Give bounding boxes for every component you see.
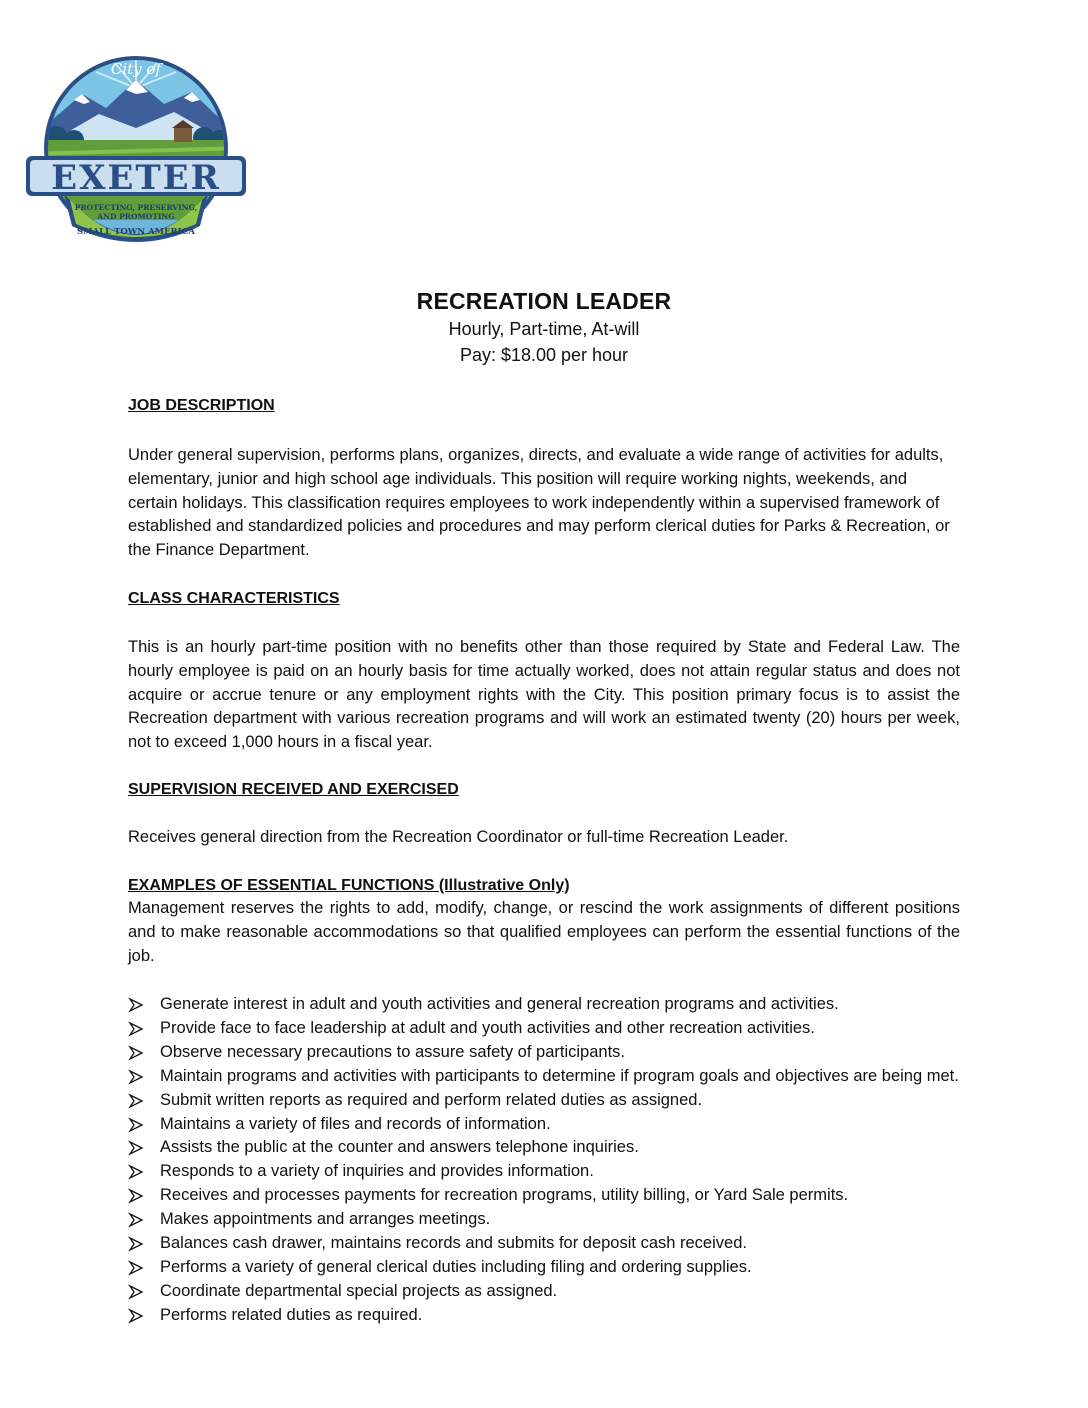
arrow-bullet-icon: [128, 1041, 144, 1064]
job-description-text: Under general supervision, performs plans, organizes, directs, and evaluate a wide range of activities for adults, elementary, junior and high school age individuals. This position will require working nights, weekends, and certain holidays. This classification requires employees to work independently within a supervised framework of established and standardized policies and procedures and may perform clerical duties for Parks & Recreation, or the Finance Department.: [128, 446, 950, 560]
logo-tagline-3: SMALL TOWN AMERICA: [77, 227, 195, 237]
document-header: [0, 286, 1088, 368]
list-item-text: Observe necessary precautions to assure safety of participants.: [160, 1042, 625, 1061]
list-item-text: Coordinate departmental special projects as assigned.: [160, 1281, 558, 1300]
list-item: [128, 1256, 960, 1280]
list-item: [128, 1065, 960, 1089]
job-title: RECREATION LEADER: [416, 288, 672, 314]
supervision-heading: SUPERVISION RECEIVED AND EXERCISED: [128, 781, 459, 798]
arrow-bullet-icon: [128, 1304, 144, 1327]
list-item: [128, 1232, 960, 1256]
list-item: [128, 1280, 960, 1304]
arrow-bullet-icon: [128, 1184, 144, 1207]
arrow-bullet-icon: [128, 993, 144, 1016]
essential-functions-heading: EXAMPLES OF ESSENTIAL FUNCTIONS (Illustrative Only): [128, 877, 570, 894]
list-item: [128, 1041, 960, 1065]
list-item-text: Performs a variety of general clerical duties including filing and ordering supplies.: [160, 1257, 752, 1276]
essential-functions-intro: Management reserves the rights to add, modify, change, or rescind the work assignments of different positions and to make reasonable accommodations so that qualified employees can perform the essential functions of the job.: [128, 899, 960, 965]
list-item: [128, 1208, 960, 1232]
logo-tagline-1: PROTECTING, PRESERVING,: [74, 203, 198, 212]
arrow-bullet-icon: [128, 1065, 144, 1088]
job-description-heading: JOB DESCRIPTION: [128, 397, 275, 414]
job-type: Hourly, Part-time, At-will: [448, 319, 640, 339]
logo-city-of: City of: [110, 60, 162, 78]
list-item-text: Receives and processes payments for recreation programs, utility billing, or Yard Sale permits.: [160, 1186, 849, 1205]
arrow-bullet-icon: [128, 1208, 144, 1231]
list-item-text: Provide face to face leadership at adult and youth activities and other recreation activities.: [160, 1018, 815, 1037]
list-item-text: Submit written reports as required and perform related duties as assigned.: [160, 1090, 703, 1109]
supervision-text: Receives general direction from the Recreation Coordinator or full-time Recreation Leader.: [128, 828, 789, 846]
list-item: [128, 1113, 960, 1137]
class-characteristics-text: This is an hourly part-time position with no benefits other than those required by State and Federal Law. The hourly employee is paid on an hourly basis for time actually worked, does not attain regular status and does not acquire or accrue tenure or any employment rights with the City. This position primary focus is to assist the Recreation department with various recreation programs and will work an estimated twenty (20) hours per week, not to exceed 1,000 hours in a fiscal year.: [128, 638, 960, 752]
list-item-text: Balances cash drawer, maintains records and submits for deposit cash received.: [160, 1234, 747, 1253]
list-item: [128, 1184, 960, 1208]
list-item-text: Makes appointments and arranges meetings.: [160, 1210, 491, 1229]
arrow-bullet-icon: [128, 1113, 144, 1136]
logo-name: EXETER: [51, 158, 221, 198]
list-item: [128, 1089, 960, 1113]
list-item-text: Assists the public at the counter and answers telephone inquiries.: [160, 1138, 639, 1157]
logo-tagline-2: AND PROMOTING: [97, 212, 175, 221]
arrow-bullet-icon: [128, 1160, 144, 1183]
list-item-text: Responds to a variety of inquiries and provides information.: [160, 1162, 594, 1181]
list-item-text: Maintain programs and activities with participants to determine if program goals and objectives are being met.: [160, 1066, 959, 1085]
city-of-exeter-logo: [24, 44, 248, 256]
arrow-bullet-icon: [128, 1232, 144, 1255]
list-item-text: Maintains a variety of files and records of information.: [160, 1114, 551, 1133]
arrow-bullet-icon: [128, 1017, 144, 1040]
arrow-bullet-icon: [128, 1089, 144, 1112]
arrow-bullet-icon: [128, 1256, 144, 1279]
arrow-bullet-icon: [128, 1136, 144, 1159]
arrow-bullet-icon: [128, 1280, 144, 1303]
list-item: [128, 1304, 960, 1328]
list-item: [128, 1136, 960, 1160]
job-pay: Pay: $18.00 per hour: [459, 345, 629, 365]
list-item-text: Generate interest in adult and youth activities and general recreation programs and activities.: [160, 995, 839, 1013]
list-item: [128, 993, 960, 1017]
essential-functions-list: [128, 993, 960, 1328]
list-item-text: Performs related duties as required.: [160, 1305, 423, 1324]
class-characteristics-heading: CLASS CHARACTERISTICS: [128, 590, 340, 607]
list-item: [128, 1160, 960, 1184]
list-item: [128, 1017, 960, 1041]
